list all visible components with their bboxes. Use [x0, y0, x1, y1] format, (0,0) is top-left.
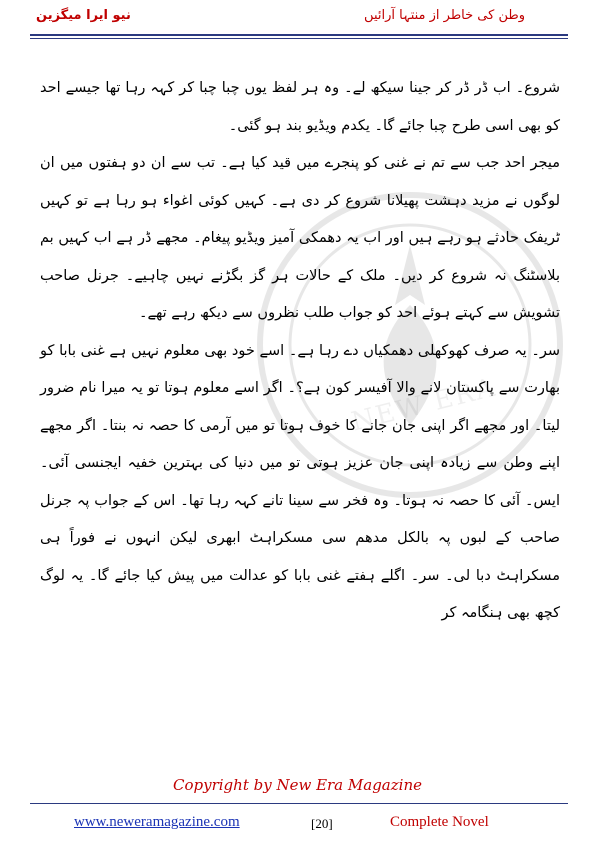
paragraph: شروع۔ اب ڈر ڈر کر جینا سیکھ لے۔ وہ ہر لفظ یوں چبا چبا کر کہہ رہا تھا جیسے احد کو بھی اسی طرح چبا جائے گا۔ یکدم ویڈیو بند ہو گئی۔ [40, 80, 560, 134]
watermark-text: NEW ERA [348, 372, 500, 438]
novel-type-label: Complete Novel [390, 814, 489, 830]
website-link[interactable]: www.neweramagazine.com [74, 814, 240, 830]
paragraph: سر۔ یہ صرف کھوکھلی دھمکیاں دے رہا ہے۔ اسے خود بھی معلوم نہیں ہے غنی بابا کو بھارت سے پاکستان لانے والا آفیسر کون ہے؟۔ اگر اسے معلوم ہوتا تو یہ میرا نام ضرور لیتا۔ اور مجھے اگر اپنی جان جانے کا خوف ہوتا تو میں آرمی کا حصہ نہ بنتا۔ اگر مجھے اپنے وطن سے زیادہ اپنی جان عزیز ہوتی تو میں دنیا کی بہترین خفیہ ایجنسی آئی۔ ایس۔ آئی کا حصہ نہ ہوتا۔ وہ فخر سے سینا تانے کہہ رہا تھا۔ اس کے جواب پہ جرنل صاحب کے لبوں پہ بالکل مدھم سی مسکراہٹ ابھری لیکن انہوں نے فوراً ہی مسکراہٹ دبا لی۔ سر۔ اگلے ہفتے غنی بابا کو عدالت میں پیش کیا جائے گا۔ یہ لوگ کچھ بھی ہنگامہ کر [40, 342, 560, 621]
copyright-notice: Copyright by New Era Magazine [173, 776, 422, 794]
paragraph: میجر احد جب سے تم نے غنی کو پنجرے میں قید کیا ہے۔ تب سے ان دو ہفتوں میں ان لوگوں نے مزید دہشت پھیلانا شروع کر دی ہے۔ کہیں کوئی اغواء ہو رہا ہے تو کہیں ٹریفک حادثے ہو رہے ہیں اور اب یہ دھمکی آمیز ویڈیو پیغام۔ مجھے ڈر ہے اب کہیں بم بلاسٹنگ نہ شروع کر دیں۔ ملک کے حالات ہر گز بگڑنے نہیں چاہیے۔ جرنل صاحب تشویش سے کہتے ہوئے احد کو جواب طلب نظروں سے دیکھ رہے تھے۔ [40, 155, 560, 321]
novel-title: وطن کی خاطر از منتہا آرائیں [364, 8, 525, 23]
magazine-name: نیو ایرا میگزین [36, 8, 131, 23]
novel-body [40, 70, 560, 633]
page-number: [20] [311, 816, 333, 831]
header-rule-thin [30, 38, 568, 39]
footer-rule [30, 803, 568, 804]
header-rule [30, 34, 568, 36]
